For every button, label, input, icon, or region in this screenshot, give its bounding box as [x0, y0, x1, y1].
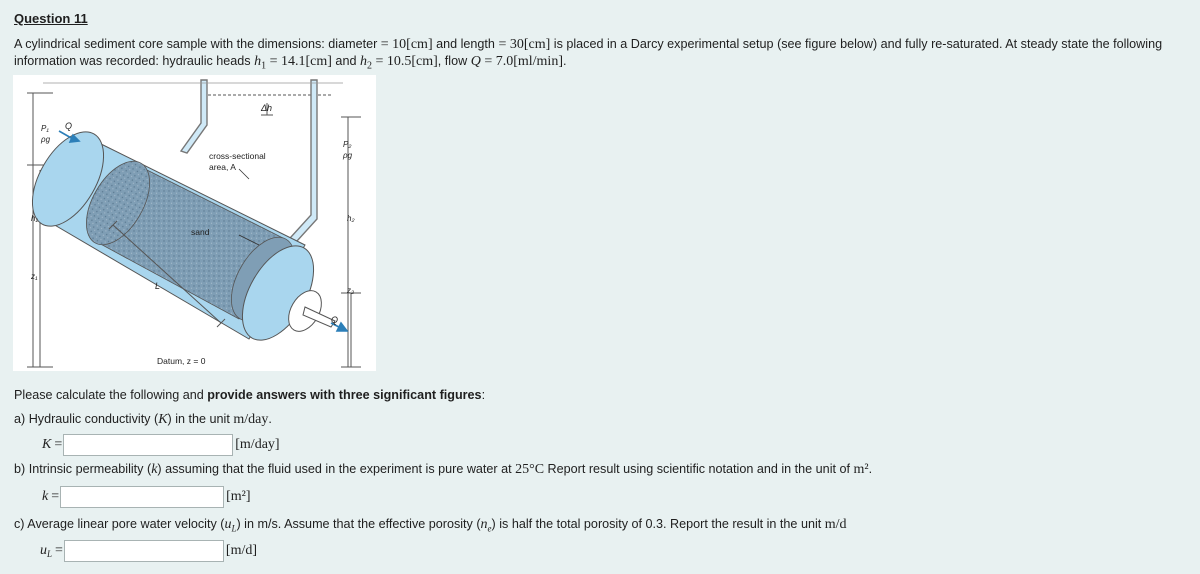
label-p1: P₁ — [41, 124, 49, 133]
flow-value: = 7.0[ml/min] — [480, 54, 563, 69]
instruction-text: Please calculate the following and provide answers with three significant figures: — [14, 388, 486, 402]
part-a-unit: [m/day] — [235, 437, 280, 452]
pore-velocity-input[interactable] — [64, 540, 224, 562]
part-b-unit: [m²] — [226, 489, 251, 504]
label-L: L — [155, 281, 161, 291]
part-c-answer-row: u $_L$ = [m/d] — [40, 540, 257, 562]
hydraulic-conductivity-input[interactable] — [63, 434, 233, 456]
label-rho-g-2: ρg — [343, 151, 353, 160]
label-h2: h₂ — [347, 214, 355, 223]
part-a-label: a) Hydraulic conductivity (K) in the unit m/day. — [14, 412, 272, 427]
diameter-value: = 10[cm] — [380, 37, 433, 52]
label-datum: Datum, z = 0 — [157, 356, 206, 366]
label-z2: z₂ — [347, 286, 355, 295]
sediment-core-cylinder — [18, 120, 335, 352]
label-q-in: Q — [65, 121, 73, 131]
label-sand: sand — [191, 227, 210, 237]
part-c-label: c) Average linear pore water velocity $(u_L)$ in m/s. Assume that the effective porosity $(n_e)$ is half the total porosity of 0.3. Report the result in the unit m/d — [14, 517, 847, 534]
part-b-answer-row: k = [m²] — [42, 486, 251, 508]
label-cross-sectional: cross-sectional — [209, 151, 266, 161]
part-c-symbol: u — [40, 543, 47, 558]
darcy-diagram — [13, 75, 376, 371]
instruction-emphasis: provide answers with three significant figures — [207, 388, 482, 402]
h1-value: = 14.1[cm] — [266, 54, 332, 69]
intrinsic-permeability-input[interactable] — [60, 486, 224, 508]
h2-value: = 10.5[cm] — [371, 54, 438, 69]
part-a-answer-row: K = [m/day] — [42, 434, 280, 456]
label-area: area, A — [209, 162, 236, 172]
label-rho-g-1: ρg — [41, 135, 51, 144]
label-q-out: Q — [331, 315, 339, 325]
question-title: Question 11 — [14, 11, 88, 26]
length-value: = 30[cm] — [498, 37, 551, 52]
darcy-setup-figure — [13, 75, 376, 371]
label-h1: h₁ — [31, 214, 38, 223]
label-p2: P₂ — [343, 140, 352, 149]
part-b-symbol: k — [42, 489, 49, 504]
label-z1: z₁ — [31, 272, 38, 281]
part-b-label: b) Intrinsic permeability (k) assuming that the fluid used in the experiment is pure water at 25°C Report result using scientific notation and in the unit of m². — [14, 462, 873, 477]
label-delta-h: Δh — [261, 103, 273, 113]
question-intro: A cylindrical sediment core sample with the dimensions: diameter = 10[cm] and length = 30[cm] is placed in a Darcy experimental setup (see figure below) and fully re-saturated. At steady state the following information was recorded: hydraulic heads $h_1 = 14.1[cm]$ and $h_2 = 10.5[cm]$, flow Q = 7.0[ml/min]. — [14, 37, 1163, 72]
part-c-unit: [m/d] — [225, 543, 258, 558]
part-a-symbol: K — [42, 437, 52, 452]
